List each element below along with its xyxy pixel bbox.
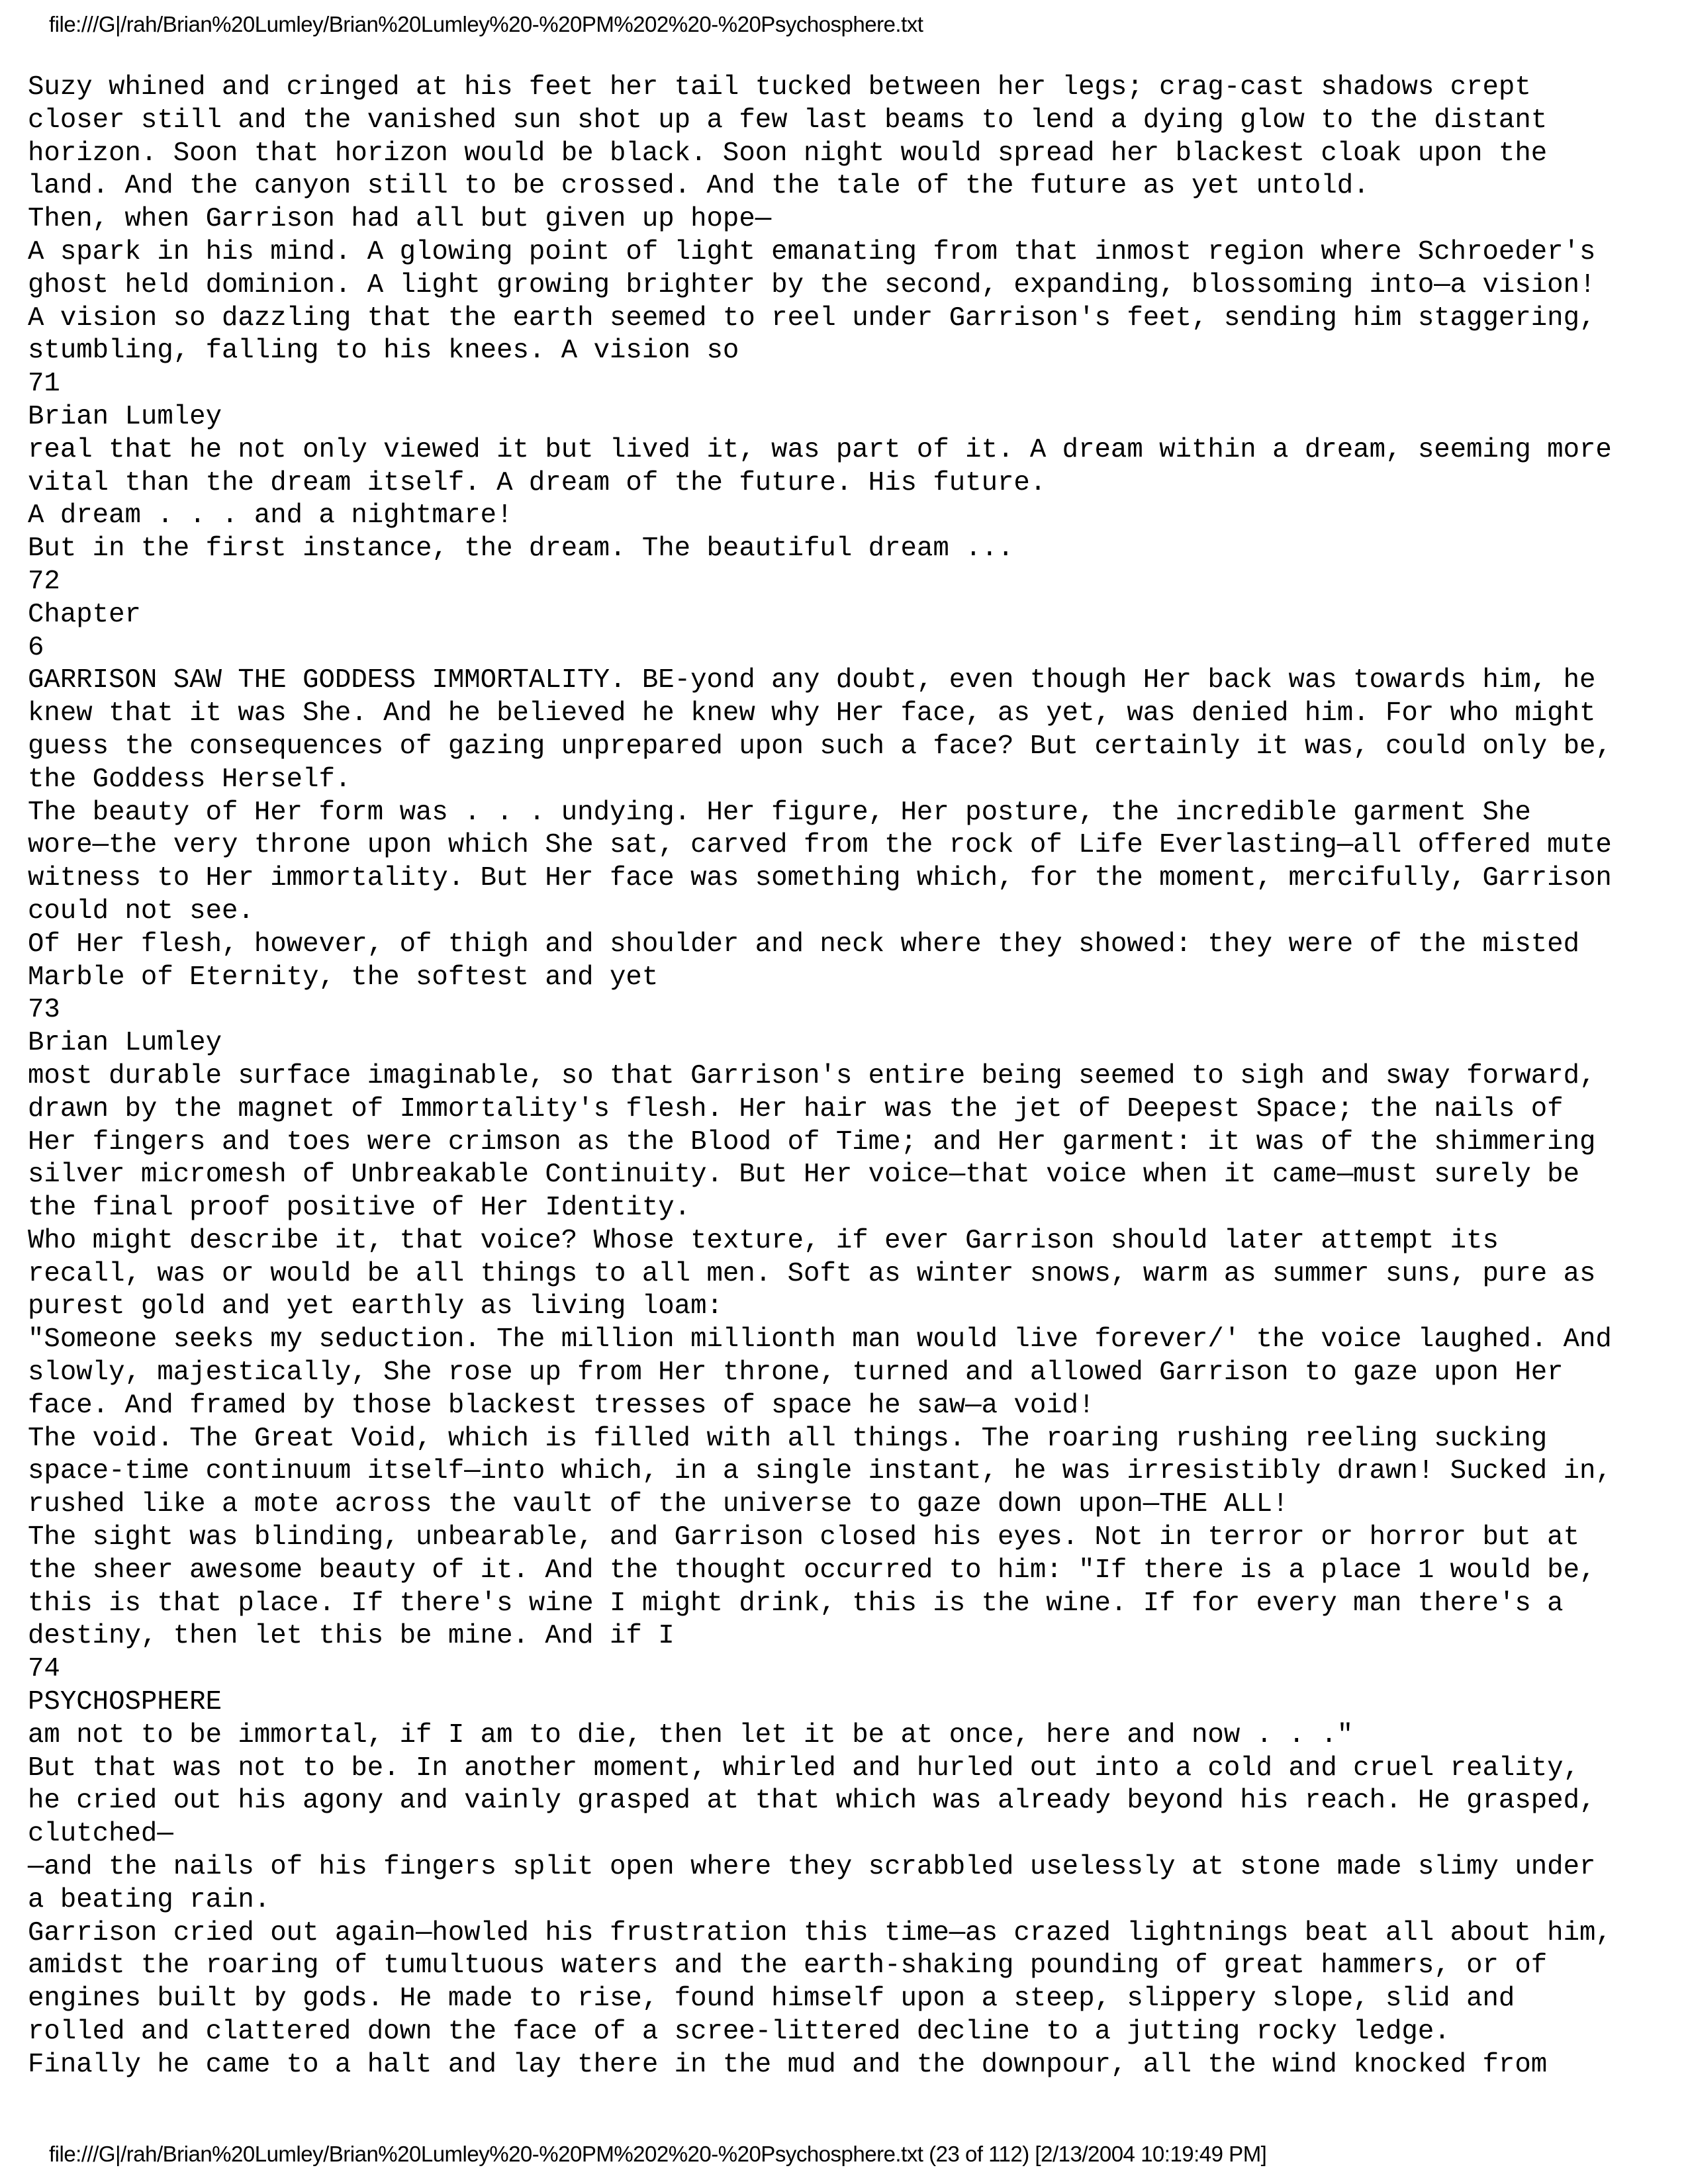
text-line: real that he not only viewed it but lived it, was part of it. A dream within a dream, seeming more <box>28 434 1612 465</box>
text-line: Garrison cried out again—howled his frustration this time—as crazed lightnings beat all about him, <box>28 1917 1612 1948</box>
text-line: A spark in his mind. A glowing point of light emanating from that inmost region where Schroeder's <box>28 236 1596 267</box>
page-header-path: file:///G|/rah/Brian%20Lumley/Brian%20Lumley%20-%20PM%202%20-%20Psychosphere.txt <box>49 12 923 36</box>
text-line: guess the consequences of gazing unprepared upon such a face? But certainly it was, could only be, <box>28 731 1612 762</box>
text-line: slowly, majestically, She rose up from Her throne, turned and allowed Garrison to gaze upon Her <box>28 1357 1564 1388</box>
text-line: The void. The Great Void, which is filled with all things. The roaring rushing reeling sucking <box>28 1423 1548 1454</box>
text-line: knew that it was She. And he believed he knew why Her face, as yet, was denied him. For who might <box>28 698 1596 729</box>
text-line: a beating rain. <box>28 1884 271 1915</box>
text-line: Chapter <box>28 599 141 630</box>
text-line: most durable surface imaginable, so that Garrison's entire being seemed to sigh and sway forward, <box>28 1060 1596 1091</box>
text-line: 73 <box>28 995 60 1026</box>
text-line: Marble of Eternity, the softest and yet <box>28 962 659 993</box>
text-line: A vision so dazzling that the earth seemed to reel under Garrison's feet, sending him staggering, <box>28 302 1596 334</box>
text-line: clutched— <box>28 1819 173 1850</box>
text-line: But in the first instance, the dream. The beautiful dream ... <box>28 533 1014 565</box>
text-line: recall, was or would be all things to all men. Soft as winter snows, warm as summer suns, pure as <box>28 1258 1596 1289</box>
text-line: Her fingers and toes were crimson as the Blood of Time; and Her garment: it was of the shimmering <box>28 1126 1596 1158</box>
text-line: 6 <box>28 632 44 663</box>
text-line: GARRISON SAW THE GODDESS IMMORTALITY. BE-yond any doubt, even though Her back was towards him, he <box>28 665 1596 696</box>
text-line: witness to Her immortality. But Her face was something which, for the moment, mercifully, Garrison <box>28 863 1612 894</box>
text-line: But that was not to be. In another moment, whirled and hurled out into a cold and cruel reality, <box>28 1752 1579 1784</box>
text-line: 72 <box>28 566 60 597</box>
text-line: closer still and the vanished sun shot up a few last beams to lend a dying glow to the distant <box>28 105 1548 136</box>
text-line: horizon. Soon that horizon would be black. Soon night would spread her blackest cloak upon the <box>28 138 1548 169</box>
text-line: amidst the roaring of tumultuous waters and the earth-shaking pounding of great hammers, or of <box>28 1950 1548 1981</box>
text-line: destiny, then let this be mine. And if I <box>28 1621 675 1652</box>
text-line: the Goddess Herself. <box>28 764 352 795</box>
text-line: the sheer awesome beauty of it. And the thought occurred to him: "If there is a place 1 would be, <box>28 1555 1596 1586</box>
text-line: A dream . . . and a nightmare! <box>28 500 513 531</box>
text-line: land. And the canyon still to be crossed. And the tale of the future as yet untold. <box>28 171 1370 202</box>
text-line: am not to be immortal, if I am to die, then let it be at once, here and now . . ." <box>28 1719 1354 1751</box>
text-line: silver micromesh of Unbreakable Continuity. But Her voice—that voice when it came—must surely be <box>28 1160 1579 1191</box>
text-line: Suzy whined and cringed at his feet her tail tucked between her legs; crag-cast shadows crept <box>28 72 1531 103</box>
text-line: purest gold and yet earthly as living loam: <box>28 1291 723 1322</box>
text-line: could not see. <box>28 895 254 927</box>
text-line: engines built by gods. He made to rise, found himself upon a steep, slippery slope, slid and <box>28 1983 1515 2015</box>
text-line: stumbling, falling to his knees. A vision so <box>28 336 739 367</box>
document-text <box>28 71 1663 2082</box>
page-footer: file:///G|/rah/Brian%20Lumley/Brian%20Lumley%20-%20PM%202%20-%20Psychosphere.txt (23 of 112) [2/13/2004 10:19:49 PM] <box>49 2142 1267 2166</box>
text-line: vital than the dream itself. A dream of the future. His future. <box>28 467 1047 498</box>
text-line: he cried out his agony and vainly grasped at that which was already beyond his reach. He grasped, <box>28 1786 1596 1817</box>
text-line: face. And framed by those blackest tresses of space he saw—a void! <box>28 1390 1095 1421</box>
text-line: rolled and clattered down the face of a scree-littered decline to a jutting rocky ledge. <box>28 2017 1450 2048</box>
text-line: 74 <box>28 1654 60 1685</box>
text-line: Brian Lumley <box>28 401 222 432</box>
text-line: ghost held dominion. A light growing brighter by the second, expanding, blossoming into—a vision! <box>28 269 1596 300</box>
text-line: Of Her flesh, however, of thigh and shoulder and neck where they showed: they were of the misted <box>28 929 1579 960</box>
text-line: The beauty of Her form was . . . undying. Her figure, Her posture, the incredible garment She <box>28 797 1531 828</box>
text-line: "Someone seeks my seduction. The million millionth man would live forever/' the voice laughed. And <box>28 1324 1612 1355</box>
text-line: —and the nails of his fingers split open where they scrabbled uselessly at stone made slimy under <box>28 1852 1596 1883</box>
text-line: space-time continuum itself—into which, in a single instant, he was irresistibly drawn! Sucked in, <box>28 1456 1612 1487</box>
text-line: wore—the very throne upon which She sat, carved from the rock of Life Everlasting—all offered mute <box>28 830 1612 861</box>
text-line: the final proof positive of Her Identity. <box>28 1193 691 1224</box>
text-line: Who might describe it, that voice? Whose texture, if ever Garrison should later attempt its <box>28 1225 1499 1256</box>
text-line: Finally he came to a halt and lay there in the mud and the downpour, all the wind knocked from <box>28 2049 1548 2080</box>
text-line: Then, when Garrison had all but given up hope— <box>28 204 772 235</box>
text-line: drawn by the magnet of Immortality's flesh. Her hair was the jet of Deepest Space; the nails of <box>28 1093 1564 1124</box>
text-line: 71 <box>28 369 60 400</box>
text-line: The sight was blinding, unbearable, and Garrison closed his eyes. Not in terror or horror but at <box>28 1522 1579 1553</box>
text-line: Brian Lumley <box>28 1028 222 1059</box>
text-line: this is that place. If there's wine I might drink, this is the wine. If for every man there's a <box>28 1588 1564 1619</box>
text-line: rushed like a mote across the vault of the universe to gaze down upon—THE ALL! <box>28 1489 1289 1520</box>
text-line: PSYCHOSPHERE <box>28 1687 222 1718</box>
